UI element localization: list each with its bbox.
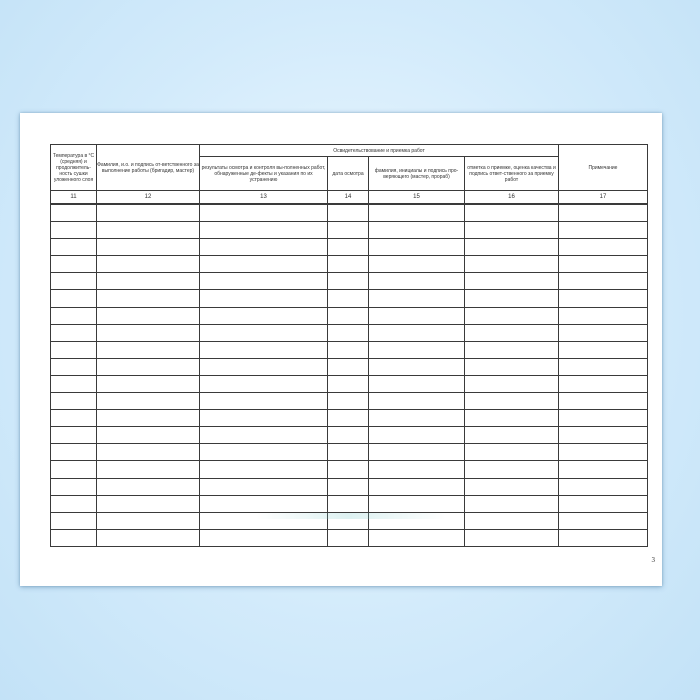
table-cell	[328, 204, 369, 222]
table-cell	[369, 358, 465, 375]
table-cell	[200, 358, 328, 375]
table-row	[51, 427, 648, 444]
table-cell	[465, 410, 559, 427]
table-cell	[328, 410, 369, 427]
table-cell	[200, 273, 328, 290]
table-cell	[465, 204, 559, 222]
table-row	[51, 529, 648, 546]
table-cell	[328, 273, 369, 290]
table-row	[51, 478, 648, 495]
table-cell	[97, 239, 200, 256]
table-cell	[97, 478, 200, 495]
table-cell	[200, 375, 328, 392]
table-cell	[200, 444, 328, 461]
table-cell	[559, 307, 648, 324]
table-cell	[51, 529, 97, 546]
table-cell	[465, 256, 559, 273]
table-cell	[97, 341, 200, 358]
table-cell	[51, 204, 97, 222]
table-cell	[369, 427, 465, 444]
table-cell	[97, 393, 200, 410]
table-cell	[200, 324, 328, 341]
table-cell	[200, 461, 328, 478]
table-row	[51, 495, 648, 512]
group-header-inspection: Освидетельствование и приемка работ	[200, 145, 559, 157]
table-cell	[465, 393, 559, 410]
column-number: 16	[465, 191, 559, 205]
table-row	[51, 256, 648, 273]
table-cell	[369, 444, 465, 461]
table-cell	[51, 478, 97, 495]
table-cell	[97, 495, 200, 512]
table-cell	[97, 410, 200, 427]
column-header-acceptance: отметка о приемке, оценка качества и подпись ответ-ственного за приемку работ	[465, 157, 559, 191]
table-cell	[369, 478, 465, 495]
table-cell	[97, 427, 200, 444]
table-cell	[328, 358, 369, 375]
table-row	[51, 410, 648, 427]
table-cell	[369, 222, 465, 239]
table-cell	[328, 444, 369, 461]
column-header-temperature: Температура в °С (средняя) и продолжитель-ность сушки уложенного слоя	[51, 145, 97, 191]
table-cell	[559, 290, 648, 307]
table-cell	[559, 341, 648, 358]
table-cell	[51, 290, 97, 307]
table-cell	[559, 478, 648, 495]
table-cell	[51, 358, 97, 375]
table-cell	[328, 222, 369, 239]
table-cell	[465, 444, 559, 461]
table-cell	[369, 256, 465, 273]
table-body	[51, 204, 648, 546]
table-cell	[97, 290, 200, 307]
column-header-notes: Примечание	[559, 145, 648, 191]
table-cell	[465, 239, 559, 256]
table-cell	[328, 461, 369, 478]
table-cell	[51, 256, 97, 273]
table-cell	[465, 375, 559, 392]
table-cell	[369, 341, 465, 358]
table-cell	[369, 529, 465, 546]
table-row	[51, 358, 648, 375]
table-cell	[51, 222, 97, 239]
table-cell	[559, 495, 648, 512]
column-number: 17	[559, 191, 648, 205]
table-row	[51, 341, 648, 358]
table-cell	[465, 427, 559, 444]
table-cell	[51, 393, 97, 410]
table-cell	[97, 375, 200, 392]
table-cell	[328, 239, 369, 256]
table-row	[51, 239, 648, 256]
table-cell	[465, 341, 559, 358]
table-cell	[51, 324, 97, 341]
table-cell	[328, 393, 369, 410]
table-cell	[465, 290, 559, 307]
table-cell	[51, 512, 97, 529]
table-cell	[97, 444, 200, 461]
table-cell	[97, 307, 200, 324]
table-row	[51, 204, 648, 222]
table-cell	[328, 427, 369, 444]
table-cell	[328, 341, 369, 358]
table-cell	[559, 427, 648, 444]
table-cell	[51, 410, 97, 427]
table-cell	[369, 375, 465, 392]
table-row	[51, 461, 648, 478]
table-cell	[51, 341, 97, 358]
table-cell	[369, 273, 465, 290]
table-cell	[369, 410, 465, 427]
table-cell	[559, 393, 648, 410]
table-cell	[51, 461, 97, 478]
table-cell	[328, 495, 369, 512]
table-row	[51, 375, 648, 392]
table-cell	[465, 529, 559, 546]
table-cell	[465, 495, 559, 512]
column-header-inspector: фамилия, инициалы и подпись про-веряющего (мастер, прораб)	[369, 157, 465, 191]
table-cell	[200, 307, 328, 324]
table-cell	[200, 529, 328, 546]
table-cell	[559, 375, 648, 392]
table-cell	[559, 358, 648, 375]
table-cell	[559, 410, 648, 427]
table-cell	[369, 307, 465, 324]
table-cell	[97, 204, 200, 222]
table-cell	[369, 393, 465, 410]
table-cell	[51, 444, 97, 461]
column-number: 15	[369, 191, 465, 205]
table-cell	[200, 427, 328, 444]
table-cell	[559, 239, 648, 256]
column-number: 13	[200, 191, 328, 205]
table-cell	[328, 290, 369, 307]
table-cell	[97, 222, 200, 239]
table-row	[51, 324, 648, 341]
table-cell	[97, 273, 200, 290]
table-cell	[328, 529, 369, 546]
table-cell	[559, 529, 648, 546]
table-row	[51, 273, 648, 290]
journal-page	[20, 113, 662, 586]
table-cell	[369, 324, 465, 341]
table-cell	[97, 358, 200, 375]
table-cell	[559, 256, 648, 273]
column-header-inspection-results: результаты осмотра и контроля вы-полненных работ, обнаруженные де-фекты и указания по их устранению	[200, 157, 328, 191]
table-cell	[200, 478, 328, 495]
table-cell	[200, 341, 328, 358]
column-number: 11	[51, 191, 97, 205]
table-cell	[200, 204, 328, 222]
table-cell	[369, 239, 465, 256]
column-header-inspection-date: дата осмотра	[328, 157, 369, 191]
table-cell	[328, 324, 369, 341]
table-cell	[97, 529, 200, 546]
table-cell	[369, 204, 465, 222]
table-cell	[200, 410, 328, 427]
table-cell	[369, 461, 465, 478]
table-row	[51, 444, 648, 461]
table-cell	[328, 256, 369, 273]
table-cell	[559, 461, 648, 478]
table-row	[51, 290, 648, 307]
table-cell	[465, 324, 559, 341]
table-cell	[465, 222, 559, 239]
table-cell	[51, 239, 97, 256]
table-cell	[97, 324, 200, 341]
table-cell	[559, 512, 648, 529]
table-cell	[465, 307, 559, 324]
table-cell	[97, 512, 200, 529]
table-cell	[200, 256, 328, 273]
table-cell	[200, 495, 328, 512]
table-row	[51, 393, 648, 410]
table-cell	[465, 358, 559, 375]
table-cell	[200, 290, 328, 307]
table-cell	[559, 204, 648, 222]
table-cell	[465, 512, 559, 529]
table-cell	[559, 324, 648, 341]
column-number: 14	[328, 191, 369, 205]
table-row	[51, 222, 648, 239]
table-cell	[559, 273, 648, 290]
table-cell	[200, 239, 328, 256]
table-cell	[465, 461, 559, 478]
table-cell	[51, 375, 97, 392]
table-cell	[51, 307, 97, 324]
work-log-table	[50, 144, 648, 547]
table-cell	[559, 444, 648, 461]
column-number: 12	[97, 191, 200, 205]
table-cell	[465, 478, 559, 495]
table-row	[51, 307, 648, 324]
table-cell	[369, 290, 465, 307]
table-cell	[559, 222, 648, 239]
faint-watermark	[256, 513, 446, 519]
table-cell	[328, 307, 369, 324]
table-cell	[200, 222, 328, 239]
table-cell	[97, 461, 200, 478]
page-number: 3	[651, 556, 655, 564]
table-cell	[328, 478, 369, 495]
table-cell	[465, 273, 559, 290]
table-cell	[369, 495, 465, 512]
table-cell	[51, 495, 97, 512]
table-cell	[51, 273, 97, 290]
column-number-row	[51, 191, 648, 205]
table-cell	[51, 427, 97, 444]
column-header-responsible: Фамилия, и.о. и подпись от-ветственного за выполнение работы (бригадир, мастер)	[97, 145, 200, 191]
table-cell	[200, 393, 328, 410]
table-cell	[328, 375, 369, 392]
table-cell	[97, 256, 200, 273]
